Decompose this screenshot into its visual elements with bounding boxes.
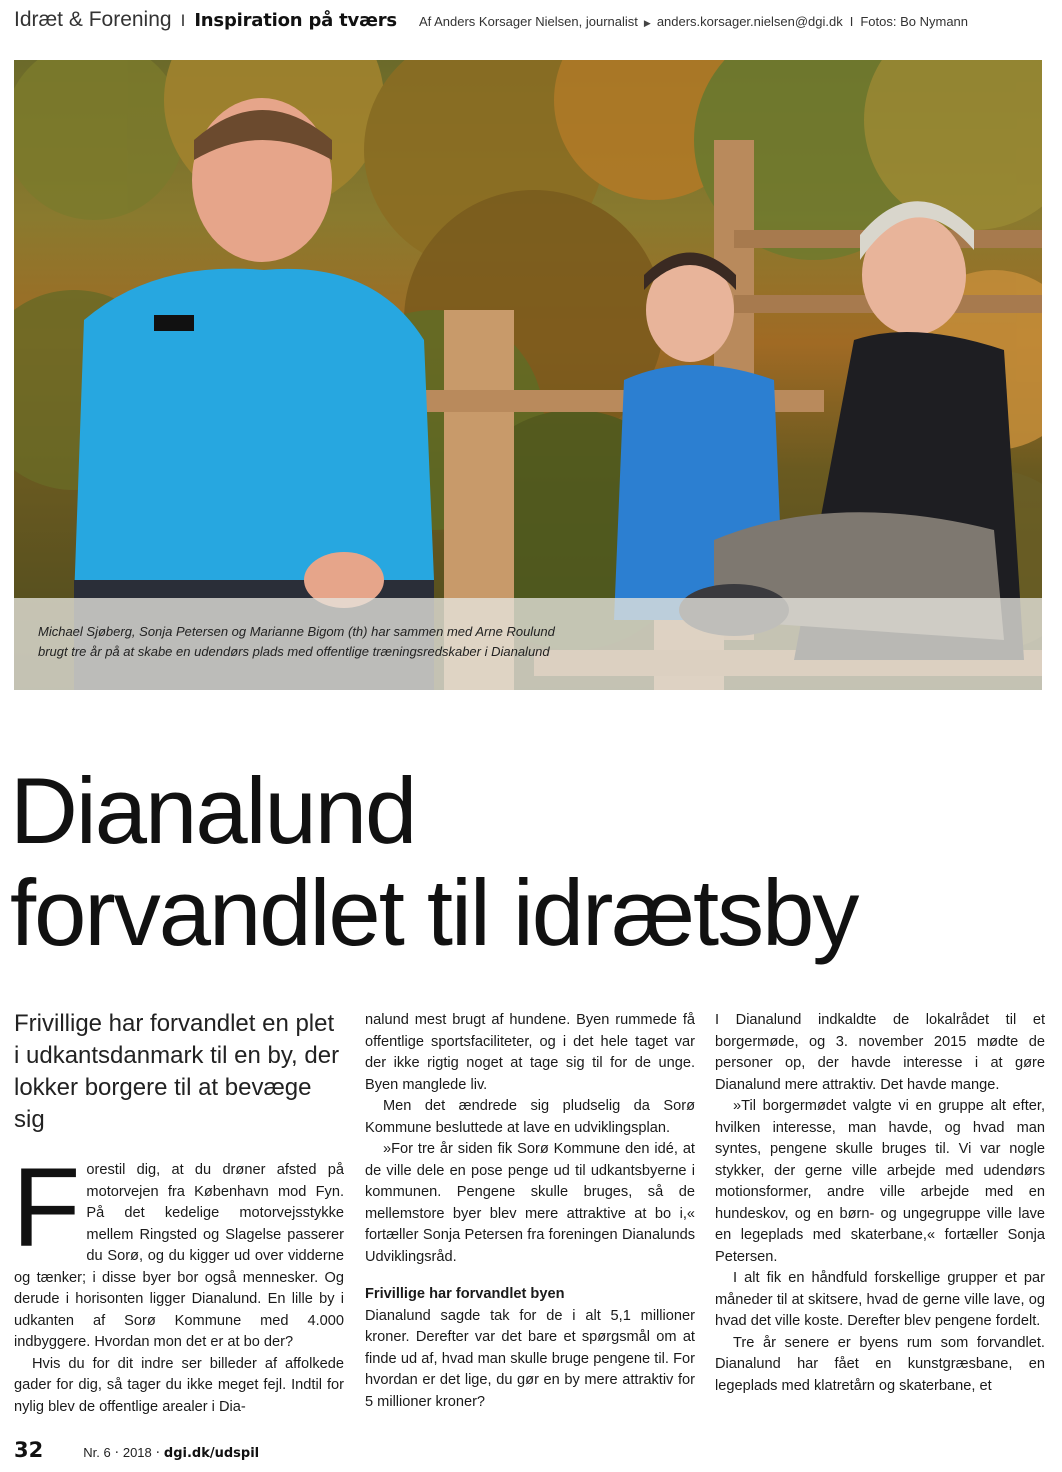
article-lead: Frivillige har forvandlet en plet i udkantsdanmark til en by, der lokker borgere til at bevæge sig [14,1010,340,1133]
paragraph: Tre år senere er byens rum som forvandlet. Dianalund har fået en kunstgræsbane, en legeplads med klatretårn og skaterbane, et [715,1334,1045,1394]
site-link[interactable]: dgi.dk/udspil [163,1446,260,1461]
page-number: 32 [14,1438,44,1462]
paragraph: »For tre år siden fik Sorø Kommune den idé, at de ville dele en pose penge ud til udkantsbyerne i kommunen. Pengene skulle bruges, så de mellemstore byer blev mere attraktive at bo i,« fortæller Sonja Petersen fra foreningen Dianalunds Udviklingsråd. [365,1141,695,1265]
paragraph: Hvis du for dit indre ser billeder af affolkede gader for dig, så tager du ikke meget fejl. Indtil for nylig blev de offentlige arealer i Dia- [14,1355,344,1415]
column-2 [365,1010,695,1413]
subheading: Frivillige har forvandlet byen [365,1286,565,1302]
series-name: Inspiration på tværs [194,10,397,31]
arrow-right-icon: ▶ [643,19,651,29]
photo-credit: Fotos: Bo Nymann [860,14,969,29]
header-separator-2: I [849,14,854,29]
dropcap: F [12,1145,81,1270]
paragraph: Dianalund sagde tak for de i alt 5,1 millioner kroner. Derefter var det bare et spørgsmål om at finde ud af, hvad man skulle bruge pengene til. For hvordan er det lige, du gør en by mere attraktiv for 5 millioner kroner? [365,1307,695,1410]
paragraph: nalund mest brugt af hundene. Byen rummede få offentlige sportsfaciliteter, og i det hele taget var der ikke rigtig noget at tage sig til for de unge. Byen manglede liv. [365,1012,695,1093]
column-3 [715,1010,1045,1397]
title-line-2: forvandlet til idrætsby [10,860,858,965]
author-email-link[interactable]: anders.korsager.nielsen@dgi.dk [656,14,843,29]
title-line-1: Dianalund [10,758,416,863]
paragraph: Men det ændrede sig pludselig da Sorø Kommune besluttede at lave en udviklingsplan. [365,1098,695,1136]
section-name: Idræt & Forening [14,8,172,31]
issue-year: 2018 [122,1445,152,1460]
photo-caption [38,622,638,662]
caption-line-2: brugt tre år på at skabe en udendørs plads med offentlige træningsredskaber i Dianalund [38,644,550,659]
paragraph: I Dianalund indkaldte de lokalrådet til et borgermøde, og 3. november 2015 mødte de personer op, der havde interesse i at gøre Dianalund mere attraktiv. Det havde mange. [715,1012,1045,1093]
caption-line-1: Michael Sjøberg, Sonja Petersen og Marianne Bigom (th) har sammen med Arne Roulund [38,624,555,639]
page-header [14,8,1022,36]
issue-number: Nr. 6 [83,1445,111,1460]
hero-photo [14,60,1042,690]
page-footer [14,1438,259,1462]
paragraph: I alt fik en håndfuld forskellige grupper et par måneder til at skitsere, hvad de gerne ville lave, og hvad det ville koste. Derefter blev pengene fordelt. [715,1270,1045,1329]
column-1 [12,1145,344,1418]
footer-dot: · [155,1446,160,1461]
paragraph: orestil dig, at du drøner afsted på motorvejen fra København mod Fyn. På det kedelige motorvejsstykke mellem Ringsted og Slagelse passerer du Sorø, og du kigger ud over vidderne og tænker; i disse byer bor også mennesker. Og derude i horisonten ligger Dianalund. En lille by i udkanten af Sorø Kommune med 4.000 indbyggere. Hvordan mon det er at bo der? [14,1162,344,1350]
byline: Af Anders Korsager Nielsen, journalist [418,14,638,29]
paragraph: »Til borgermødet valgte vi en gruppe alt efter, hvilken interesse, man havde, og hvad man syntes, pengene skulle bruges til. Vi var nogle stykker, der gerne ville arbejde med udendørs motionsformer, andre ville arbejde med en hundeskov, og en børn- og ungegruppe ville lave en legeplads med skaterbane,« fortæller Sonja Petersen. [715,1098,1045,1265]
header-separator: I [180,11,186,30]
article-title [10,760,1050,964]
footer-dot: · [114,1446,119,1461]
hero-photo-illustration [14,60,1042,690]
